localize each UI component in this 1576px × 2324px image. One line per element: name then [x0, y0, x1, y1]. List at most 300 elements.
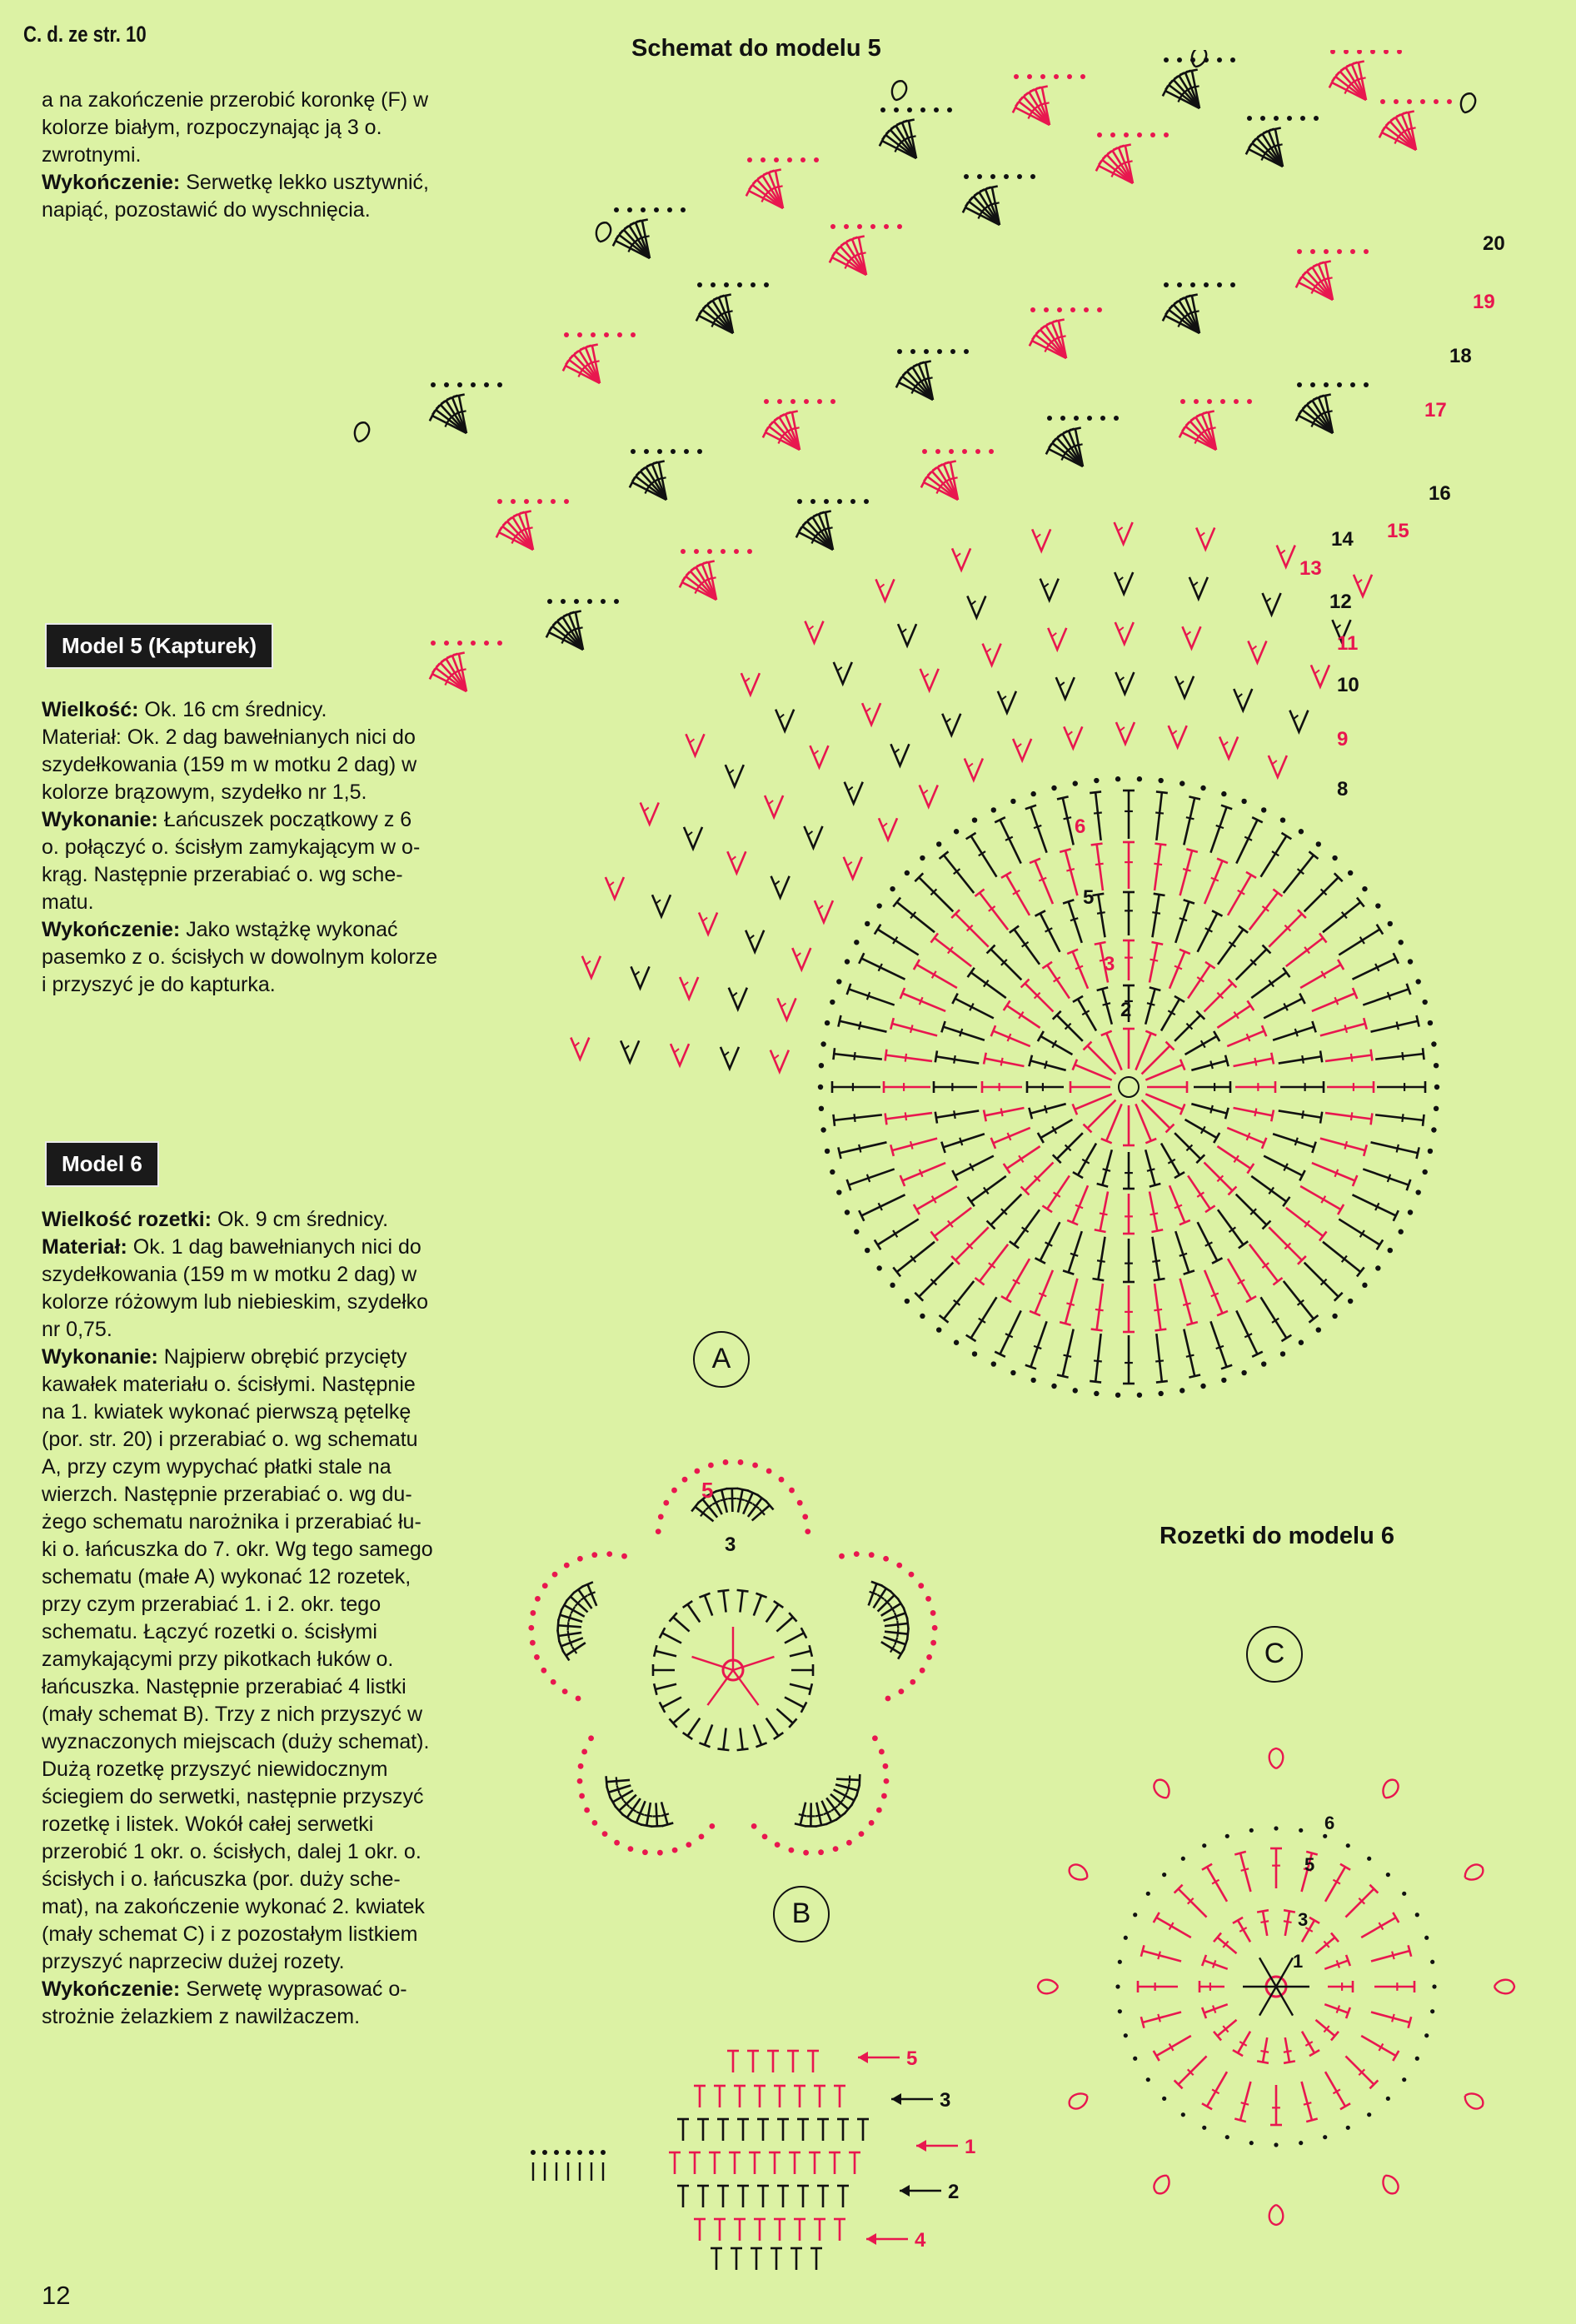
text-line: ścisłych i o. łańcuszka (por. duży sche- — [42, 1868, 401, 1891]
treble-stitch-symbol — [1217, 1146, 1250, 1169]
treble-stitch-symbol — [1069, 1231, 1082, 1272]
treble-stitch-symbol — [898, 1598, 904, 1608]
chain-stitch-dot — [880, 107, 885, 112]
v-stitch-symbol — [586, 961, 591, 965]
treble-stitch-symbol — [1075, 444, 1083, 446]
treble-stitch-symbol — [936, 1056, 979, 1063]
chain-stitch-dot — [1030, 174, 1035, 179]
v-stitch-symbol — [956, 553, 960, 556]
treble-stitch-symbol — [1185, 1036, 1217, 1055]
v-stitch-symbol — [733, 993, 737, 996]
treble-stitch-symbol — [897, 902, 935, 932]
chain-stitch-dot — [566, 2150, 571, 2155]
treble-stitch-symbol — [1351, 1112, 1352, 1120]
chain-stitch-dot — [790, 399, 795, 404]
treble-stitch-symbol — [858, 252, 866, 254]
treble-stitch-symbol — [1261, 1297, 1287, 1338]
chain-stitch-dot — [1073, 780, 1078, 785]
treble-stitch-symbol — [1207, 1867, 1227, 1902]
treble-stitch-symbol — [1186, 849, 1198, 852]
chain-stitch-dot — [947, 107, 952, 112]
chain-stitch-dot — [820, 1041, 825, 1046]
chain-stitch-dot — [1434, 99, 1439, 104]
treble-stitch-symbol — [785, 1633, 804, 1643]
chain-stitch-dot — [1146, 2077, 1150, 2082]
v-stitch-symbol — [750, 935, 754, 939]
chain-stitch-dot — [747, 157, 752, 162]
v-stitch-symbol — [805, 621, 823, 643]
chain-stitch-dot — [1044, 307, 1049, 312]
chain-stitch-dot — [1332, 855, 1337, 860]
treble-stitch-symbol — [644, 1815, 652, 1817]
leaf-diagram — [516, 2016, 1000, 2291]
chain-stitch-dot — [779, 1477, 785, 1483]
chain-stitch-dot — [1362, 886, 1367, 891]
chain-stitch-dot — [672, 1848, 678, 1853]
chain-stitch-dot — [663, 1500, 669, 1506]
treble-stitch-symbol — [1014, 930, 1040, 965]
chain-stitch-dot — [1346, 1843, 1350, 1848]
treble-stitch-symbol — [1295, 1029, 1298, 1036]
treble-stitch-symbol — [1180, 1279, 1192, 1324]
treble-stitch-symbol — [1225, 1055, 1229, 1067]
treble-stitch-symbol — [1210, 1105, 1213, 1113]
treble-stitch-symbol — [1234, 1852, 1246, 1855]
model5-badge: Model 5 (Kapturek) — [45, 623, 273, 669]
chain-stitch-dot — [800, 157, 805, 162]
treble-stitch-symbol — [892, 1024, 937, 1035]
treble-stitch-symbol — [943, 1134, 984, 1147]
treble-stitch-symbol — [721, 1490, 727, 1513]
treble-stitch-symbol — [1040, 1222, 1060, 1260]
treble-stitch-symbol — [840, 1142, 887, 1153]
treble-stitch-symbol — [1388, 1174, 1390, 1182]
chain-stitch-dot — [641, 207, 646, 212]
treble-stitch-symbol — [993, 1031, 1030, 1046]
v-stitch-symbol — [902, 629, 906, 632]
treble-stitch-symbol — [786, 411, 798, 414]
chain-stitch-dot — [766, 1469, 772, 1474]
schema-label-c: C — [1246, 1626, 1303, 1683]
treble-stitch-symbol — [1025, 984, 1054, 1012]
treble-stitch-symbol — [740, 1591, 742, 1613]
v-stitch-symbol — [880, 584, 884, 587]
treble-stitch-symbol — [881, 1585, 891, 1592]
treble-stitch-symbol — [1156, 791, 1168, 793]
treble-stitch-symbol — [1284, 2051, 1292, 2052]
chain-stitch-dot — [1370, 50, 1375, 54]
chain-stitch-dot — [1200, 785, 1205, 790]
v-stitch-symbol — [1234, 689, 1252, 711]
chain-stitch-dot — [1220, 399, 1225, 404]
treble-stitch-symbol — [1208, 427, 1216, 429]
v-stitch-symbol — [780, 715, 784, 718]
chain-stitch-dot — [564, 1563, 570, 1568]
treble-stitch-symbol — [1154, 894, 1165, 895]
treble-stitch-symbol — [966, 1335, 976, 1341]
treble-stitch-symbol — [654, 1645, 656, 1657]
intro-line: a na zakończenie przerobić koronkę (F) w — [42, 88, 429, 112]
chain-stitch-dot — [975, 449, 980, 454]
treble-stitch-symbol — [1088, 1100, 1116, 1129]
treble-stitch-symbol — [955, 1227, 989, 1260]
treble-stitch-symbol — [1075, 1065, 1111, 1080]
chain-stitch-dot — [1332, 1314, 1337, 1319]
chain-stitch-dot — [738, 1459, 744, 1465]
v-stitch-symbol — [1115, 522, 1133, 544]
treble-stitch-symbol — [1034, 825, 1041, 828]
treble-stitch-symbol — [816, 1803, 821, 1825]
treble-stitch-symbol — [717, 1748, 729, 1750]
treble-stitch-symbol — [1371, 1021, 1419, 1032]
treble-stitch-symbol — [1363, 989, 1409, 1005]
treble-stitch-symbol — [1392, 1952, 1394, 1959]
v-stitch-symbol — [1289, 711, 1308, 732]
treble-stitch-symbol — [886, 1055, 933, 1061]
treble-stitch-symbol — [1218, 1209, 1244, 1244]
picot-symbol — [1379, 1777, 1401, 1801]
chain-stitch-dot — [964, 349, 969, 354]
chain-stitch-dot — [1137, 776, 1142, 781]
chain-stitch-dot — [1357, 50, 1362, 54]
treble-stitch-symbol — [825, 527, 833, 529]
text-line: żego schematu narożnika i przerabiać łu- — [42, 1510, 421, 1534]
treble-stitch-symbol — [1004, 1164, 1010, 1174]
chain-stitch-dot — [497, 641, 502, 646]
chain-stitch-dot — [817, 399, 822, 404]
chain-stitch-dot — [1431, 1127, 1436, 1132]
chain-stitch-dot — [1348, 870, 1353, 875]
treble-stitch-symbol — [1040, 1036, 1072, 1055]
v-stitch-symbol — [656, 900, 661, 903]
treble-stitch-symbol — [897, 1242, 935, 1272]
treble-stitch-symbol — [920, 362, 931, 364]
picot-symbol — [1151, 1777, 1173, 1801]
v-stitch-symbol — [777, 998, 795, 1020]
treble-stitch-symbol — [1218, 930, 1244, 965]
treble-stitch-symbol — [776, 1617, 792, 1631]
chain-stitch-dot — [697, 449, 702, 454]
chain-stitch-dot — [1299, 829, 1304, 834]
chain-stitch-dot — [870, 224, 875, 229]
treble-stitch-symbol — [1361, 1918, 1396, 1937]
treble-stitch-symbol — [1251, 1176, 1286, 1202]
chain-stitch-dot — [869, 1820, 875, 1826]
v-stitch-symbol — [1120, 727, 1125, 731]
work-text: Najpierw obrębić przycięty — [157, 1345, 407, 1369]
chain-stitch-dot — [1158, 1391, 1163, 1396]
v-stitch-symbol — [879, 818, 897, 840]
chain-stitch-dot — [881, 1793, 887, 1799]
picot-symbol — [1462, 2090, 1486, 2112]
chain-stitch-dot — [1057, 307, 1062, 312]
treble-stitch-symbol — [1339, 930, 1379, 955]
chain-stitch-dot — [1190, 282, 1195, 287]
treble-stitch-symbol — [1236, 950, 1267, 980]
chain-stitch-dot — [1398, 940, 1403, 945]
text-line: A, przy czym wypychać płatki stale na — [42, 1455, 392, 1479]
treble-stitch-symbol — [1170, 951, 1184, 988]
picot-symbol — [1462, 1862, 1486, 1883]
v-stitch-symbol — [924, 790, 928, 794]
treble-stitch-symbol — [944, 1281, 974, 1319]
chain-stitch-dot — [910, 1679, 915, 1685]
treble-stitch-symbol — [1158, 1952, 1160, 1959]
treble-stitch-symbol — [1240, 1853, 1250, 1892]
treble-stitch-symbol — [1323, 902, 1360, 932]
v-stitch-symbol — [998, 691, 1016, 713]
chain-stitch-dot — [564, 499, 569, 504]
chain-stitch-dot — [977, 174, 982, 179]
chain-stitch-dot — [1115, 776, 1120, 781]
chain-stitch-dot — [682, 1477, 688, 1483]
chain-stitch-dot — [1280, 817, 1285, 822]
treble-stitch-symbol — [1273, 1027, 1314, 1040]
chain-stitch-dot — [628, 1846, 634, 1852]
treble-stitch-symbol — [833, 1048, 835, 1060]
treble-stitch-symbol — [902, 1163, 945, 1180]
chain-stitch-dot — [910, 349, 915, 354]
chain-stitch-dot — [857, 224, 862, 229]
chain-stitch-dot — [1004, 174, 1009, 179]
chain-stitch-dot — [1247, 399, 1252, 404]
treble-stitch-symbol — [968, 1197, 975, 1206]
treble-stitch-symbol — [568, 1614, 571, 1622]
treble-stitch-symbol — [1155, 1284, 1160, 1330]
chain-stitch-dot — [1133, 1913, 1137, 1917]
treble-stitch-symbol — [895, 1638, 897, 1645]
treble-stitch-symbol — [890, 1018, 894, 1030]
chain-stitch-dot — [564, 332, 569, 337]
size-text: Ok. 9 cm średnicy. — [212, 1208, 389, 1231]
chain-stitch-dot — [1010, 1370, 1015, 1375]
chain-stitch-dot — [909, 1572, 915, 1578]
treble-stitch-symbol — [520, 511, 531, 514]
treble-stitch-symbol — [1300, 965, 1340, 988]
text-line: rozetkę i listek. Wokół całej serwetki — [42, 1813, 374, 1836]
chain-stitch-dot — [1124, 2033, 1128, 2037]
treble-stitch-symbol — [774, 1601, 784, 1608]
treble-stitch-symbol — [905, 1054, 906, 1062]
chain-stitch-dot — [542, 2150, 547, 2155]
treble-stitch-symbol — [1154, 1279, 1165, 1280]
v-stitch-symbol — [641, 802, 659, 824]
chain-stitch-dot — [885, 1696, 891, 1702]
treble-stitch-symbol — [1175, 1133, 1200, 1159]
chain-stitch-dot — [530, 1610, 536, 1616]
v-stitch-symbol — [952, 548, 970, 570]
chain-stitch-dot — [972, 817, 977, 822]
treble-stitch-symbol — [1397, 1145, 1399, 1153]
chain-stitch-dot — [589, 2150, 594, 2155]
chain-stitch-dot — [1181, 1857, 1185, 1861]
chain-stitch-dot — [511, 499, 516, 504]
treble-stitch-symbol — [1204, 1270, 1222, 1314]
treble-stitch-symbol — [1029, 1055, 1032, 1067]
chain-stitch-dot — [1386, 1873, 1390, 1877]
chain-stitch-dot — [830, 399, 835, 404]
treble-stitch-symbol — [738, 1489, 743, 1512]
v-stitch-symbol — [848, 862, 852, 865]
v-stitch-symbol — [1013, 739, 1031, 761]
chain-stitch-dot — [621, 1553, 627, 1559]
treble-stitch-symbol — [1004, 1000, 1010, 1010]
text-line: strożnie żelazkiem z nawilżaczem. — [42, 2005, 361, 2028]
chain-stitch-dot — [751, 1823, 757, 1829]
treble-stitch-symbol — [1097, 1260, 1105, 1262]
v-stitch-symbol — [610, 882, 614, 885]
chain-stitch-dot — [920, 1314, 925, 1319]
chain-stitch-dot — [936, 1327, 941, 1332]
chain-stitch-dot — [617, 332, 622, 337]
treble-stitch-symbol — [1001, 1058, 1003, 1066]
v-stitch-symbol — [746, 678, 750, 681]
v-stitch-symbol — [808, 831, 812, 835]
chain-stitch-dot — [777, 399, 782, 404]
treble-stitch-symbol — [616, 1777, 617, 1785]
treble-stitch-symbol — [653, 461, 665, 464]
continued-header: C. d. ze str. 10 — [23, 22, 147, 47]
chain-stitch-dot — [1097, 132, 1102, 137]
treble-stitch-symbol — [854, 1114, 855, 1122]
treble-stitch-symbol — [1010, 1241, 1019, 1248]
v-stitch-symbol — [1267, 598, 1271, 601]
treble-stitch-symbol — [716, 1489, 727, 1491]
picot-symbol — [1494, 1980, 1514, 1994]
chain-stitch-dot — [1051, 785, 1056, 790]
treble-stitch-symbol — [1154, 1309, 1162, 1310]
v-stitch-symbol — [1219, 737, 1238, 759]
chain-stitch-dot — [876, 1808, 882, 1813]
chain-stitch-dot — [1364, 382, 1369, 387]
chain-stitch-dot — [1230, 282, 1235, 287]
treble-stitch-symbol — [1145, 989, 1155, 1025]
chain-stitch-dot — [752, 1463, 758, 1469]
chain-stitch-dot — [797, 499, 802, 504]
treble-stitch-symbol — [1151, 942, 1163, 945]
chain-stitch-dot — [1447, 99, 1452, 104]
treble-stitch-symbol — [1227, 1031, 1264, 1046]
treble-stitch-symbol — [1302, 2082, 1312, 2120]
chain-stitch-dot — [1087, 416, 1092, 421]
treble-stitch-symbol — [1279, 1110, 1321, 1117]
v-stitch-symbol — [621, 1040, 639, 1062]
picot-symbol — [352, 421, 372, 444]
treble-stitch-symbol — [1263, 1911, 1267, 1936]
chain-stitch-dot — [1074, 416, 1079, 421]
finish-line — [42, 1976, 491, 2003]
round-number-label: 5 — [701, 1478, 714, 1503]
chain-stitch-dot — [1249, 1828, 1254, 1833]
treble-stitch-symbol — [1154, 864, 1162, 865]
intro-line: napiąć, pozostawić do wyschnięcia. — [42, 198, 371, 222]
chain-stitch-dot — [1350, 249, 1355, 254]
treble-stitch-symbol — [1371, 1113, 1373, 1125]
round-number-label: 3 — [1298, 1909, 1309, 1930]
text-line: mat), na zakończenie wykonać 2. kwiatek — [42, 1895, 425, 1918]
treble-stitch-symbol — [1320, 1024, 1365, 1035]
treble-stitch-symbol — [903, 120, 915, 122]
work-label: Wykonanie: — [42, 1345, 158, 1369]
treble-stitch-symbol — [1007, 1005, 1040, 1028]
treble-stitch-symbol — [1344, 1025, 1347, 1032]
row-arrow-icon — [866, 2233, 876, 2245]
v-stitch-symbol — [690, 739, 694, 742]
round-number-label: 11 — [1337, 632, 1359, 655]
treble-stitch-symbol — [971, 1297, 997, 1338]
chain-stitch-dot — [631, 449, 636, 454]
treble-stitch-symbol — [1198, 1222, 1218, 1260]
chain-stitch-dot — [721, 549, 726, 554]
treble-stitch-symbol — [991, 950, 1022, 980]
chain-stitch-dot — [805, 1529, 810, 1534]
treble-stitch-symbol — [1375, 1115, 1424, 1120]
chain-stitch-dot — [1094, 1391, 1099, 1396]
treble-stitch-symbol — [954, 1055, 955, 1064]
treble-stitch-symbol — [1145, 1094, 1182, 1109]
v-stitch-symbol — [575, 1043, 579, 1046]
v-stitch-symbol — [1189, 577, 1208, 599]
chain-stitch-dot — [1115, 1984, 1120, 1988]
v-stitch-symbol — [834, 662, 852, 684]
chain-stitch-dot — [1118, 1960, 1122, 1964]
v-stitch-symbol — [1180, 681, 1184, 685]
chain-stitch-dot — [935, 449, 940, 454]
chain-stitch-dot — [1415, 1913, 1419, 1917]
chain-stitch-dot — [789, 1488, 795, 1494]
treble-stitch-symbol — [1092, 1279, 1104, 1280]
treble-stitch-symbol — [1156, 2036, 1191, 2056]
v-stitch-symbol — [883, 823, 887, 826]
round-number-label: 9 — [1337, 728, 1349, 751]
chain-stitch-dot — [1047, 416, 1052, 421]
chain-stitch-dot — [497, 382, 502, 387]
treble-stitch-symbol — [568, 1630, 569, 1638]
treble-stitch-symbol — [737, 1748, 749, 1750]
treble-stitch-symbol — [673, 1708, 689, 1723]
treble-stitch-symbol — [902, 993, 945, 1010]
size-label: Wielkość: — [42, 698, 139, 721]
chain-stitch-dot — [1274, 116, 1279, 121]
chain-stitch-dot — [1194, 399, 1199, 404]
treble-stitch-symbol — [1103, 1003, 1110, 1005]
v-stitch-symbol — [636, 971, 640, 975]
treble-stitch-symbol — [1030, 1104, 1066, 1113]
treble-stitch-symbol — [1210, 807, 1226, 853]
text-line: wierzch. Następnie przerabiać o. wg du- — [42, 1483, 412, 1506]
chain-stitch-dot — [920, 107, 925, 112]
chain-stitch-dot — [534, 1654, 540, 1660]
chain-stitch-dot — [681, 549, 686, 554]
treble-stitch-symbol — [1150, 987, 1161, 990]
treble-stitch-symbol — [1191, 86, 1199, 87]
chain-stitch-dot — [614, 207, 619, 212]
treble-stitch-symbol — [1191, 311, 1199, 312]
chain-stitch-dot — [1297, 382, 1302, 387]
treble-stitch-symbol — [1094, 1360, 1102, 1361]
treble-stitch-symbol — [1325, 1055, 1372, 1061]
treble-stitch-symbol — [1284, 2061, 1295, 2062]
chain-stitch-dot — [1030, 1378, 1035, 1383]
chain-stitch-dot — [1084, 307, 1089, 312]
treble-stitch-symbol — [985, 1059, 1024, 1066]
chain-stitch-dot — [1430, 1960, 1434, 1964]
treble-stitch-symbol — [557, 1630, 559, 1642]
finish-label: Wykończenie: — [42, 918, 181, 941]
chain-stitch-dot — [1207, 399, 1212, 404]
treble-stitch-symbol — [820, 511, 831, 514]
text-line: przyszyć naprzeciw dużej rozety. — [42, 1950, 345, 1973]
